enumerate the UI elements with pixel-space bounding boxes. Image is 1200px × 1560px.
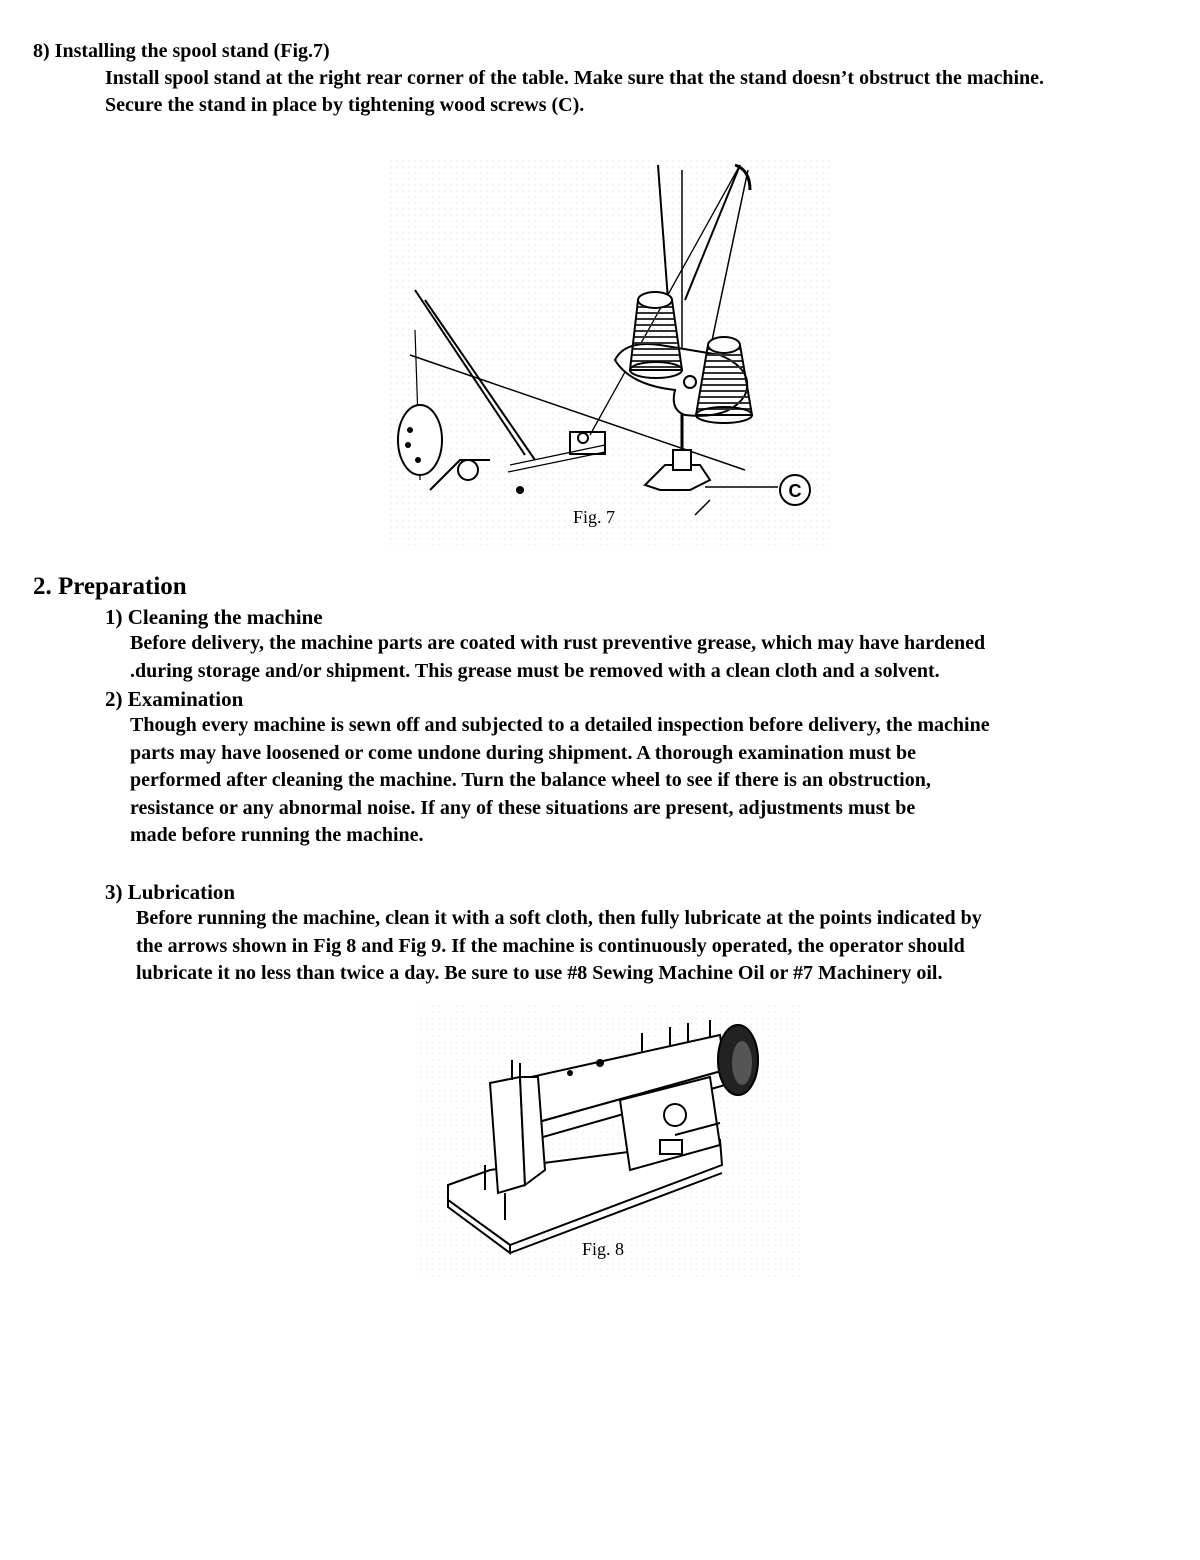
lubrication-line-1: Before running the machine, clean it with a soft cloth, then fully lubricate at the points indicated by xyxy=(136,907,982,929)
callout-label: C xyxy=(788,481,802,501)
cleaning-body xyxy=(130,630,985,685)
spool-stand-illustration xyxy=(390,160,830,545)
section-8-body xyxy=(105,65,1185,119)
stitch-dial xyxy=(664,1104,686,1126)
examination-heading: 2) Examination xyxy=(105,687,244,711)
section-8-heading: 8) Installing the spool stand (Fig.7) xyxy=(33,40,330,62)
figure-7-caption: Fig. 7 xyxy=(573,507,616,527)
lubrication-body xyxy=(136,905,982,988)
cleaning-line-2: .during storage and/or shipment. This grease must be removed with a clean cloth and a solvent. xyxy=(130,659,940,682)
sewing-machine-illustration xyxy=(420,1005,800,1280)
cleaning-line-1: Before delivery, the machine parts are coated with rust preventive grease, which may have hardened xyxy=(130,632,986,654)
figure-8 xyxy=(420,1005,800,1280)
lubrication-heading: 3) Lubrication xyxy=(105,880,236,904)
examination-line-5: made before running the machine. xyxy=(130,824,424,846)
section-8-line-2: Secure the stand in place by tightening wood screws (C). xyxy=(105,94,585,116)
examination-body xyxy=(130,712,990,850)
examination-line-2: parts may have loosened or come undone during shipment. A thorough examination must be xyxy=(130,741,917,764)
lubrication-line-3: lubricate it no less than twice a day. Be sure to use #8 Sewing Machine Oil or #7 Machinery oil. xyxy=(136,962,943,984)
section-8-line-1: Install spool stand at the right rear corner of the table. Make sure that the stand doesn’t obstruct the machine. xyxy=(105,67,1045,89)
balance-wheel xyxy=(718,1025,758,1095)
examination-line-4: resistance or any abnormal noise. If any of these situations are present, adjustments must be xyxy=(130,796,916,819)
figure-7 xyxy=(390,160,830,545)
examination-line-3: performed after cleaning the machine. Turn the balance wheel to see if there is an obstruction, xyxy=(130,769,931,791)
figure-8-caption: Fig. 8 xyxy=(582,1239,625,1259)
lubrication-line-2: the arrows shown in Fig 8 and Fig 9. If the machine is continuously operated, the operator should xyxy=(136,934,965,957)
examination-line-1: Though every machine is sewn off and subjected to a detailed inspection before delivery, the machine xyxy=(130,714,990,736)
section-title-preparation: 2. Preparation xyxy=(33,573,187,600)
cleaning-heading: 1) Cleaning the machine xyxy=(105,605,323,629)
